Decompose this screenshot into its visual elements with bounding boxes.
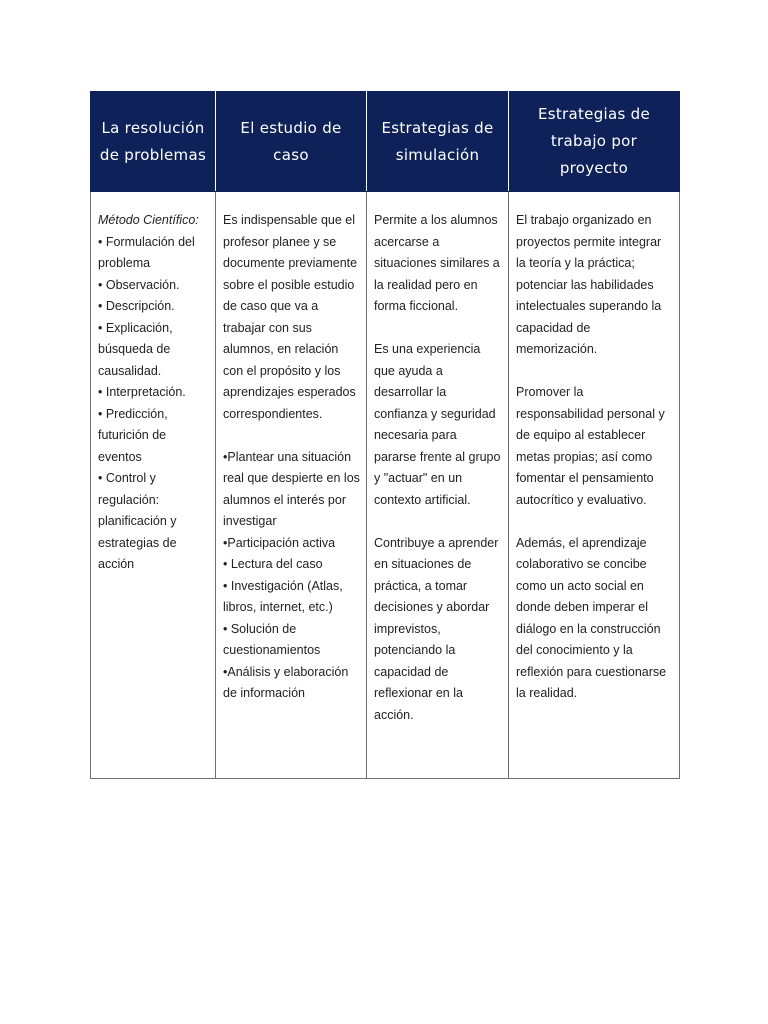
list-item: • Investigación (Atlas, libros, internet, etc.) bbox=[223, 578, 347, 614]
list-item: • Control y regulación: planificación y estrategias de acción bbox=[98, 471, 181, 571]
list-item: • Lectura del caso bbox=[223, 557, 323, 571]
cell-simulation bbox=[367, 192, 509, 779]
list-item: • Formulación del problema bbox=[98, 234, 199, 270]
table-row bbox=[91, 192, 680, 779]
list-item: •Análisis y elaboración de información bbox=[223, 664, 352, 700]
table-body bbox=[91, 192, 680, 779]
case-study-paragraph: Es indispensable que el profesor planee y se documente previamente sobre el posible estudio de caso que va a trabajar con sus alumnos, en relación con el propósito y los aprendizajes esperados correspondientes. bbox=[223, 213, 361, 421]
cell-problem-solving bbox=[91, 192, 216, 779]
list-item: •Plantear una situación real que despierte en los alumnos el interés por investigar bbox=[223, 449, 364, 528]
simulation-paragraph: Contribuye a aprender en situaciones de práctica, a tomar decisiones y abordar imprevistos, potenciando la capacidad de reflexionar en la acción. bbox=[374, 535, 502, 722]
paragraph-spacer bbox=[223, 425, 360, 447]
list-item: • Observación. bbox=[98, 277, 180, 292]
simulation-paragraph: Es una experiencia que ayuda a desarrollar la confianza y seguridad necesaria para pararse frente al grupo y "actuar" en un contexto artificial. bbox=[374, 342, 504, 507]
project-paragraph: Además, el aprendizaje colaborativo se concibe como un acto social en donde deben imperar el diálogo en la construcción del conocimiento y la reflexión para cuestionarse la realidad. bbox=[516, 535, 670, 700]
header-simulation: Estrategias de simulación bbox=[367, 92, 509, 192]
simulation-paragraph: Permite a los alumnos acercarse a situaciones similares a la realidad pero en forma ficcional. bbox=[374, 213, 504, 313]
paragraph-spacer bbox=[516, 361, 673, 383]
list-item: • Solución de cuestionamientos bbox=[223, 621, 321, 657]
cell-case-study bbox=[216, 192, 367, 779]
strategies-table bbox=[90, 91, 680, 779]
header-project-work: Estrategias de trabajo por proyecto bbox=[509, 92, 680, 192]
header-row bbox=[91, 92, 680, 192]
paragraph-spacer bbox=[516, 511, 673, 533]
list-item: • Interpretación. bbox=[98, 385, 186, 399]
project-paragraph: Promover la responsabilidad personal y de equipo al establecer metas propias; así como fomentar el pensamiento autocrítico y evaluativo. bbox=[516, 385, 669, 507]
list-item: • Descripción. bbox=[98, 299, 175, 313]
paragraph-spacer bbox=[374, 318, 502, 340]
paragraph-spacer bbox=[374, 511, 502, 533]
project-paragraph: El trabajo organizado en proyectos permite integrar la teoría y la práctica; potenciar las habilidades intelectuales superando la capacidad de memorización. bbox=[516, 213, 665, 356]
table-header bbox=[91, 92, 680, 192]
header-case-study: El estudio de caso bbox=[216, 92, 367, 192]
list-item: • Explicación, búsqueda de causalidad. bbox=[98, 320, 177, 378]
list-item: • Predicción, futurición de eventos bbox=[98, 406, 172, 464]
header-problem-solving: La resolución de problemas bbox=[91, 92, 216, 192]
list-item: •Participación activa bbox=[223, 535, 336, 550]
cell-project-work bbox=[509, 192, 680, 779]
scientific-method-label: Método Científico: bbox=[98, 213, 199, 227]
